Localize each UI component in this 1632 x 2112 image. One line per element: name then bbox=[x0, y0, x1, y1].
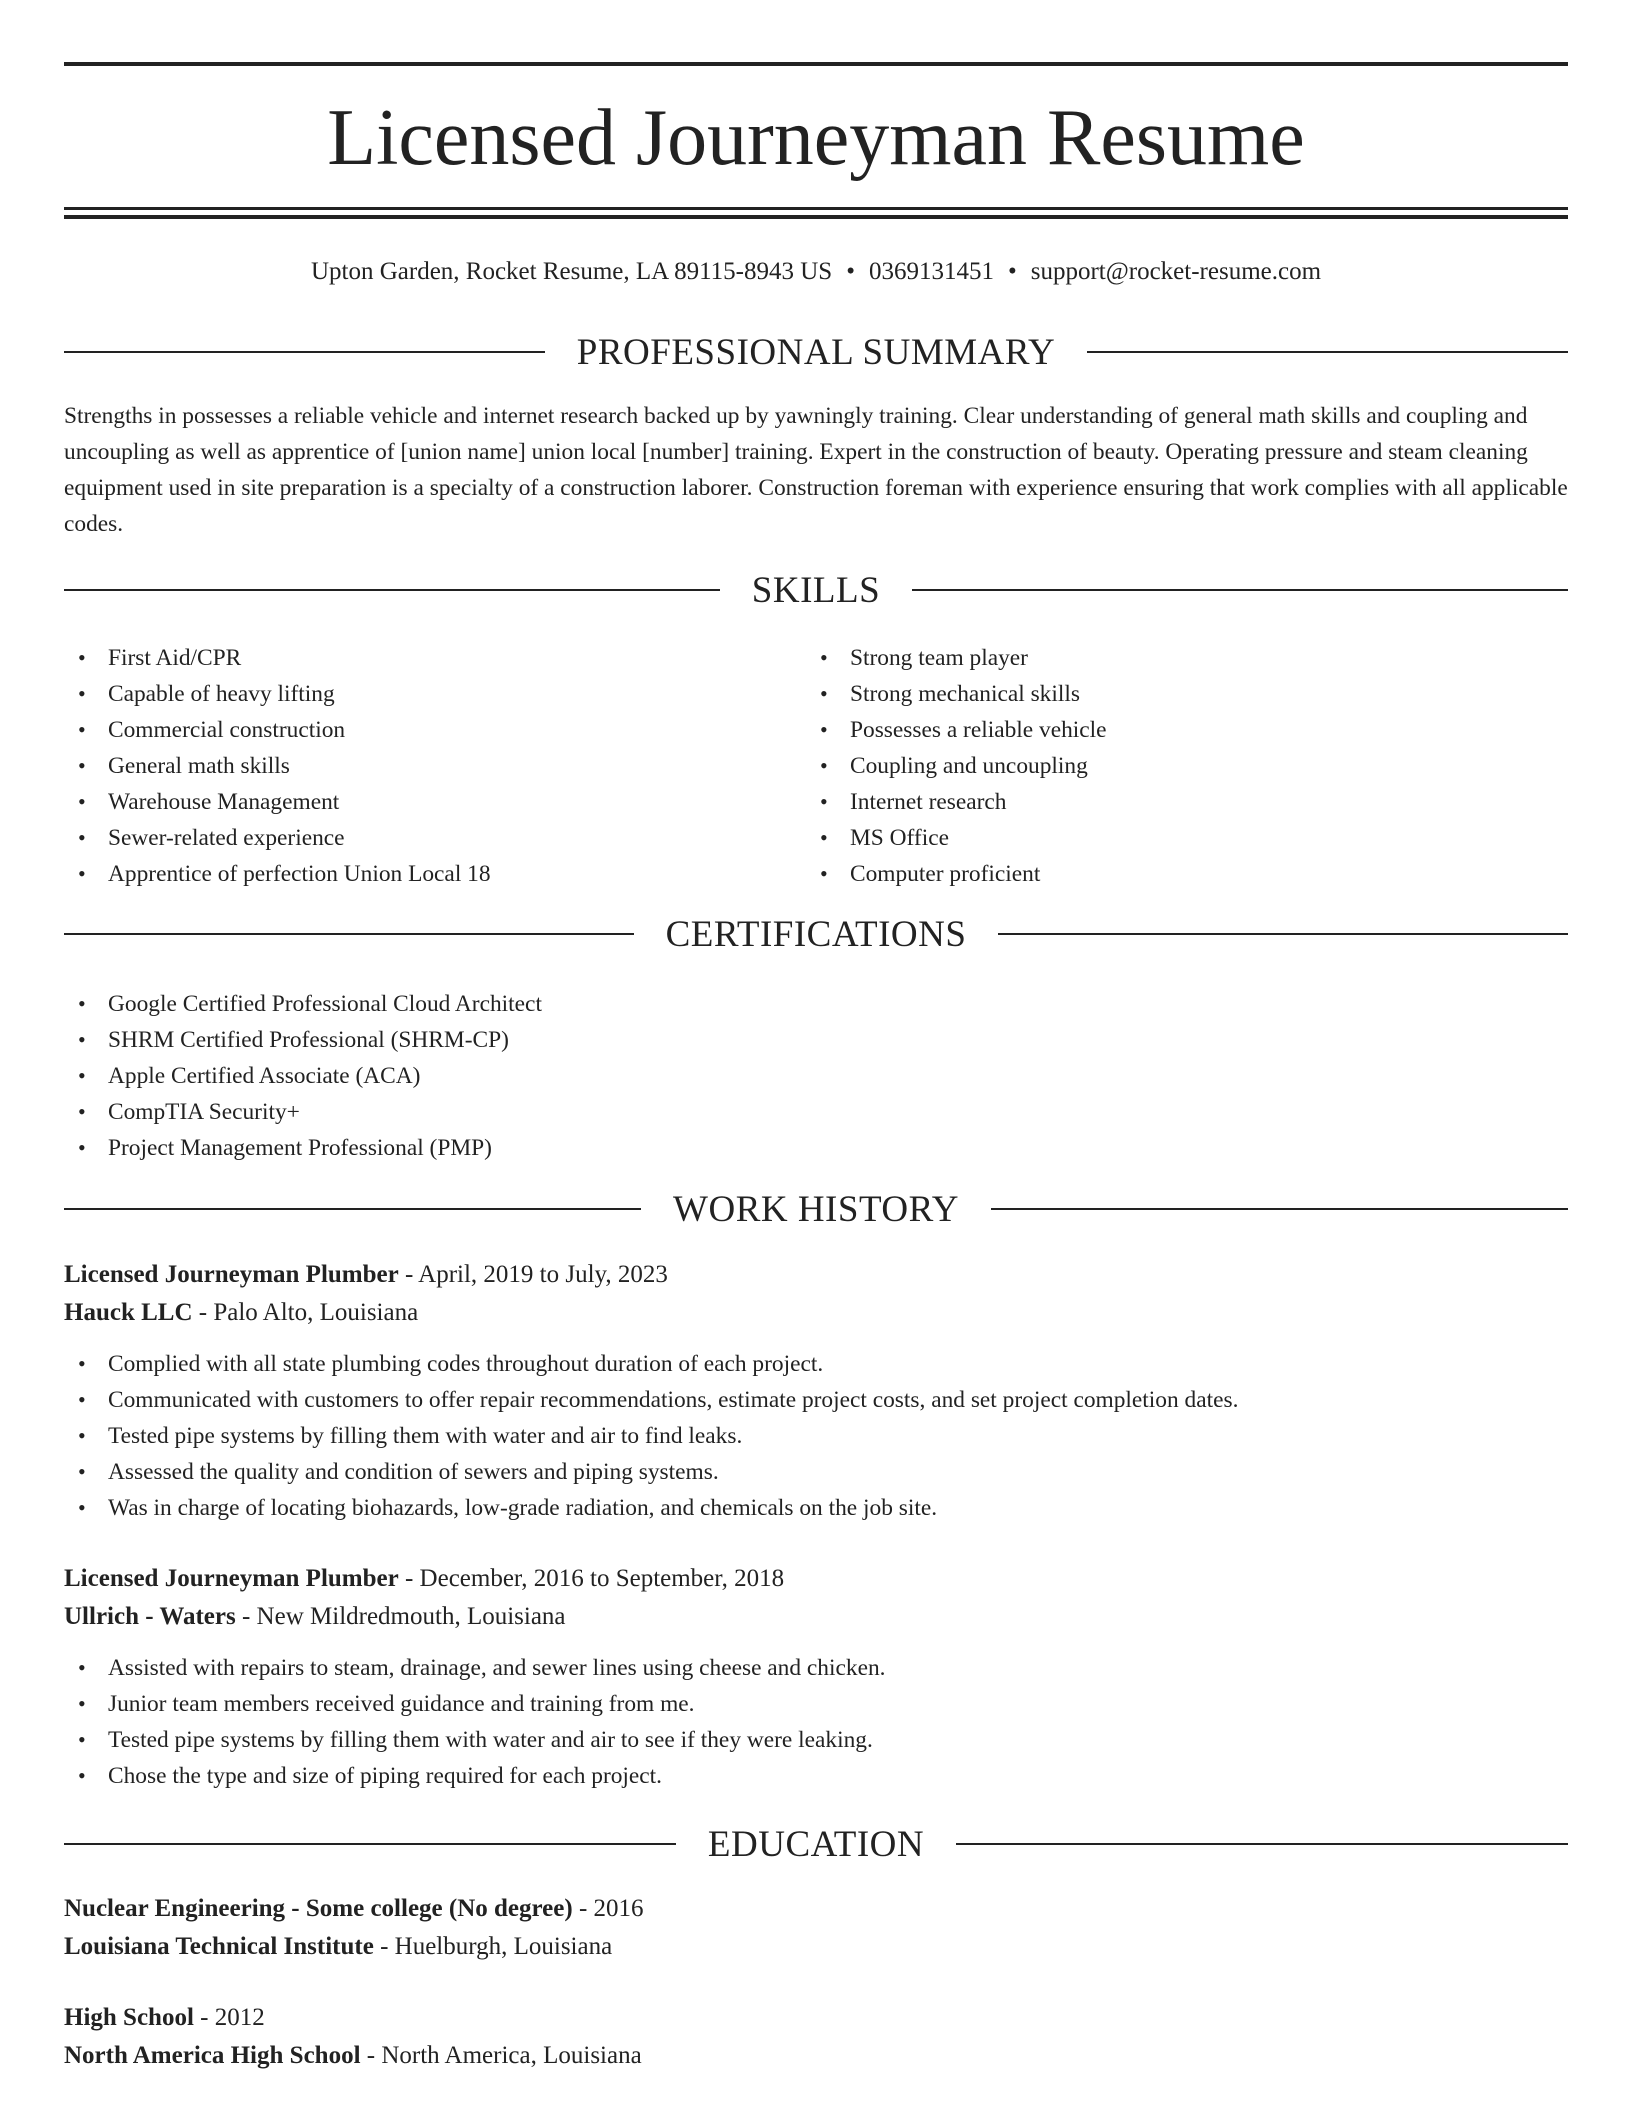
education-year: - 2016 bbox=[572, 1895, 644, 1922]
job-title: Licensed Journeyman Plumber bbox=[64, 1565, 399, 1592]
certification-item: • Google Certified Professional Cloud Architect bbox=[64, 986, 1464, 1022]
heading-rule-right bbox=[998, 933, 1568, 935]
skill-item: • Commercial construction bbox=[64, 712, 764, 748]
skill-item: • Strong mechanical skills bbox=[806, 676, 1506, 712]
skill-item: • Apprentice of perfection Union Local 18 bbox=[64, 856, 764, 892]
header-double-rule-upper bbox=[64, 207, 1568, 210]
section-title: CERTIFICATIONS bbox=[665, 913, 967, 955]
heading-rule-right bbox=[991, 1208, 1568, 1210]
certifications-list bbox=[64, 986, 1464, 1166]
job-bullet: • Tested pipe systems by filling them with water and air to see if they were leaking. bbox=[64, 1722, 1568, 1758]
contact-address: Upton Garden, Rocket Resume, LA 89115-8943 US bbox=[310, 258, 833, 285]
job-bullet: • Assisted with repairs to steam, drainage, and sewer lines using cheese and chicken. bbox=[64, 1650, 1568, 1686]
contact-phone: 0369131451 bbox=[868, 258, 994, 285]
section-title: WORK HISTORY bbox=[673, 1188, 959, 1230]
contact-line bbox=[64, 256, 1568, 288]
heading-rule-left bbox=[64, 351, 545, 353]
job-title-line bbox=[64, 1256, 1568, 1294]
heading-rule-right bbox=[912, 589, 1568, 591]
skill-item: • First Aid/CPR bbox=[64, 640, 764, 676]
certification-item: • CompTIA Security+ bbox=[64, 1094, 1464, 1130]
heading-rule-left bbox=[64, 933, 634, 935]
job-company: Ullrich - Waters bbox=[64, 1603, 236, 1630]
section-heading-education bbox=[64, 1822, 1568, 1866]
education-school: North America High School bbox=[64, 2042, 361, 2069]
heading-rule-left bbox=[64, 1208, 641, 1210]
education-school: Louisiana Technical Institute bbox=[64, 1933, 374, 1960]
heading-rule-left bbox=[64, 1843, 676, 1845]
education-location: - Huelburgh, Louisiana bbox=[373, 1933, 613, 1960]
education-degree-line bbox=[64, 1890, 1568, 1928]
education-school-line bbox=[64, 2037, 1568, 2075]
contact-separator: • bbox=[846, 258, 855, 285]
education-entry bbox=[64, 1999, 1568, 2075]
job-title: Licensed Journeyman Plumber bbox=[64, 1261, 399, 1288]
job-location: - Palo Alto, Louisiana bbox=[192, 1299, 419, 1326]
contact-email: support@rocket-resume.com bbox=[1030, 258, 1322, 285]
certification-item: • SHRM Certified Professional (SHRM-CP) bbox=[64, 1022, 1464, 1058]
job-bullets bbox=[64, 1346, 1568, 1526]
job-bullet: • Junior team members received guidance and training from me. bbox=[64, 1686, 1568, 1722]
skill-item: • Coupling and uncoupling bbox=[806, 748, 1506, 784]
job-bullet: • Communicated with customers to offer repair recommendations, estimate project costs, and set project completion dates. bbox=[64, 1382, 1568, 1418]
education-entry bbox=[64, 1890, 1568, 1966]
job-bullet: • Chose the type and size of piping required for each project. bbox=[64, 1758, 1568, 1794]
job-company-line bbox=[64, 1598, 1568, 1636]
section-heading-skills bbox=[64, 568, 1568, 612]
job-bullet: • Was in charge of locating biohazards, low-grade radiation, and chemicals on the job site. bbox=[64, 1490, 1568, 1526]
skill-item: • Sewer-related experience bbox=[64, 820, 764, 856]
skills-list-right bbox=[806, 640, 1506, 892]
job-dates: - December, 2016 to September, 2018 bbox=[398, 1565, 785, 1592]
skill-item: • Capable of heavy lifting bbox=[64, 676, 764, 712]
job-bullets bbox=[64, 1650, 1568, 1794]
contact-separator: • bbox=[1007, 258, 1017, 285]
education-location: - North America, Louisiana bbox=[360, 2042, 642, 2069]
skill-item: • General math skills bbox=[64, 748, 764, 784]
header-double-rule-lower bbox=[64, 215, 1568, 219]
skill-item: • Strong team player bbox=[806, 640, 1506, 676]
job-bullet: • Complied with all state plumbing codes throughout duration of each project. bbox=[64, 1346, 1568, 1382]
section-title: EDUCATION bbox=[707, 1823, 925, 1865]
heading-rule-right bbox=[1087, 351, 1568, 353]
heading-rule-right bbox=[956, 1843, 1568, 1845]
job-company: Hauck LLC bbox=[64, 1299, 193, 1326]
skill-item: • Internet research bbox=[806, 784, 1506, 820]
header-top-rule bbox=[64, 62, 1568, 66]
education-degree-line bbox=[64, 1999, 1568, 2037]
heading-rule-left bbox=[64, 589, 720, 591]
skill-item: • Warehouse Management bbox=[64, 784, 764, 820]
job-location: - New Mildredmouth, Louisiana bbox=[235, 1603, 566, 1630]
job-bullet: • Assessed the quality and condition of sewers and piping systems. bbox=[64, 1454, 1568, 1490]
job-bullet: • Tested pipe systems by filling them with water and air to find leaks. bbox=[64, 1418, 1568, 1454]
skill-item: • Computer proficient bbox=[806, 856, 1506, 892]
job-title-line bbox=[64, 1560, 1568, 1598]
education-school-line bbox=[64, 1928, 1568, 1966]
skill-item: • Possesses a reliable vehicle bbox=[806, 712, 1506, 748]
skills-list-left bbox=[64, 640, 764, 892]
summary-text: Strengths in possesses a reliable vehicle and internet research backed up by yawningly training. Clear understanding of general math skills and coupling and uncoupling as well as apprentice of [union name] union local [number] training. Expert in the construction of beauty. Operating pressure and steam cleaning equipment used in site preparation is a specialty of a construction laborer. Construction foreman with experience ensuring that work complies with all applicable codes. bbox=[64, 403, 1568, 537]
section-title: PROFESSIONAL SUMMARY bbox=[576, 331, 1056, 373]
job-entry bbox=[64, 1256, 1568, 1526]
skill-item: • MS Office bbox=[806, 820, 1506, 856]
education-year: - 2012 bbox=[193, 2004, 265, 2031]
section-heading-work bbox=[64, 1187, 1568, 1231]
certification-item: • Apple Certified Associate (ACA) bbox=[64, 1058, 1464, 1094]
education-degree: High School bbox=[64, 2004, 194, 2031]
job-dates: - April, 2019 to July, 2023 bbox=[398, 1261, 668, 1288]
section-title: SKILLS bbox=[751, 569, 881, 611]
job-company-line bbox=[64, 1294, 1568, 1332]
certification-item: • Project Management Professional (PMP) bbox=[64, 1130, 1464, 1166]
section-heading-certifications bbox=[64, 912, 1568, 956]
resume-title: Licensed Journeyman Resume bbox=[327, 94, 1305, 182]
job-entry bbox=[64, 1560, 1568, 1794]
section-heading-summary bbox=[64, 330, 1568, 374]
education-degree: Nuclear Engineering - Some college (No degree) bbox=[64, 1895, 573, 1922]
